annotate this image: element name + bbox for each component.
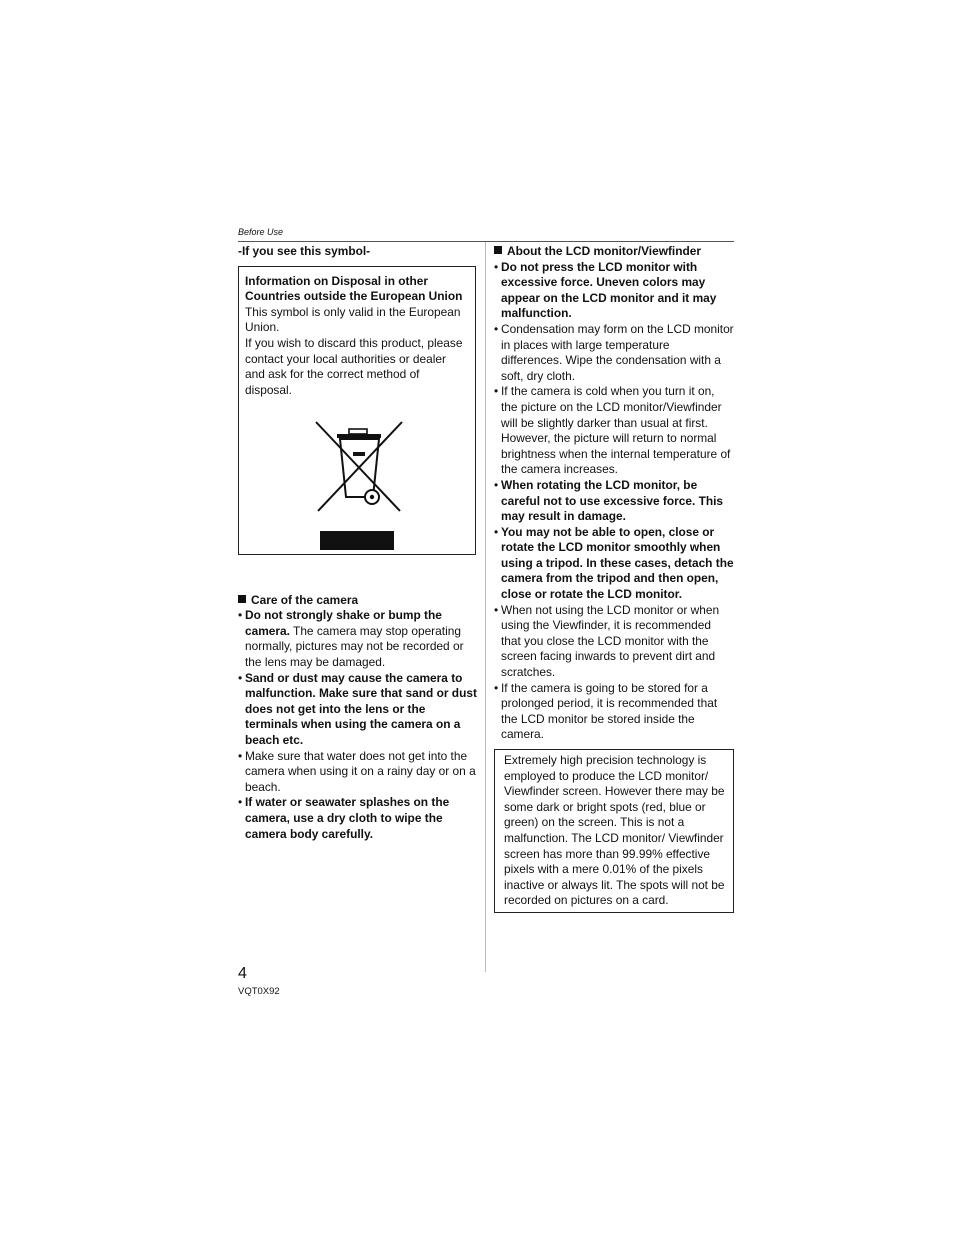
list-item: • If the camera is going to be stored for a prolonged period, it is recommended that the LCD monitor be stored inside the camera. bbox=[494, 681, 734, 743]
disposal-title: Information on Disposal in other Countries outside the European Union bbox=[245, 273, 463, 304]
lcd-heading: About the LCD monitor/Viewfinder bbox=[494, 244, 734, 260]
disposal-para-1: This symbol is only valid in the European Union. bbox=[245, 304, 461, 335]
list-item: • Do not press the LCD monitor with excessive force. Uneven colors may appear on the LCD monitor and it may malfunction. bbox=[494, 260, 734, 322]
list-item: • Sand or dust may cause the camera to malfunction. Make sure that sand or dust does not get into the lens or the terminals when using the camera on a beach etc. bbox=[238, 671, 478, 749]
list-item: • You may not be able to open, close or rotate the LCD monitor smoothly when using a tripod. In these cases, detach the camera from the tripod and then open, close or rotate the LCD monitor. bbox=[494, 525, 734, 603]
left-column bbox=[238, 244, 478, 842]
page-number: 4 bbox=[238, 965, 247, 982]
section-label: Before Use bbox=[238, 227, 284, 237]
list-item: • When rotating the LCD monitor, be careful not to use excessive force. This may result in damage. bbox=[494, 478, 734, 525]
disposal-para-2: If you wish to discard this product, please contact your local authorities or dealer and ask for the correct method of disposal. bbox=[245, 335, 463, 397]
list-item: • Condensation may form on the LCD monitor in places with large temperature differences. Wipe the condensation with a soft, dry cloth. bbox=[494, 322, 734, 384]
black-bar bbox=[320, 531, 394, 550]
care-list bbox=[238, 608, 478, 842]
square-bullet-icon bbox=[494, 246, 502, 254]
model-code: VQT0X92 bbox=[238, 986, 280, 997]
header-rule bbox=[238, 241, 734, 242]
list-item: • Make sure that water does not get into the camera when using it on a rainy day or on a beach. bbox=[238, 749, 478, 796]
lcd-list bbox=[494, 260, 734, 743]
right-column bbox=[494, 244, 734, 913]
list-item: • If water or seawater splashes on the camera, use a dry cloth to wipe the camera body carefully. bbox=[238, 795, 478, 842]
disposal-info-box bbox=[238, 266, 476, 555]
square-bullet-icon bbox=[238, 595, 246, 603]
symbol-heading: -If you see this symbol- bbox=[238, 244, 371, 258]
column-divider bbox=[485, 242, 486, 972]
list-item: • If the camera is cold when you turn it on, the picture on the LCD monitor/Viewfinder will be slightly darker than usual at first. However, the picture will return to normal brightness when the internal temperature of the camera increases. bbox=[494, 384, 734, 478]
list-item: • When not using the LCD monitor or when using the Viewfinder, it is recommended that you close the LCD monitor with the screen facing inwards to prevent dirt and scratches. bbox=[494, 603, 734, 681]
list-item: • Do not strongly shake or bump the camera. The camera may stop operating normally, pictures may not be recorded or the lens may be damaged. bbox=[238, 608, 478, 670]
care-heading: Care of the camera bbox=[238, 593, 478, 609]
lcd-note-box: Extremely high precision technology is employed to produce the LCD monitor/ Viewfinder screen. However there may be some dark or bright spots (red, blue or green) on the screen. This is not a malfunction. The LCD monitor/ Viewfinder screen has more than 99.99% effective pixels with a mere 0.01% of the pixels inactive or always lit. The spots will not be recorded on pictures on a card. bbox=[494, 749, 734, 913]
crossed-out-wheelie-bin-icon bbox=[313, 419, 405, 515]
